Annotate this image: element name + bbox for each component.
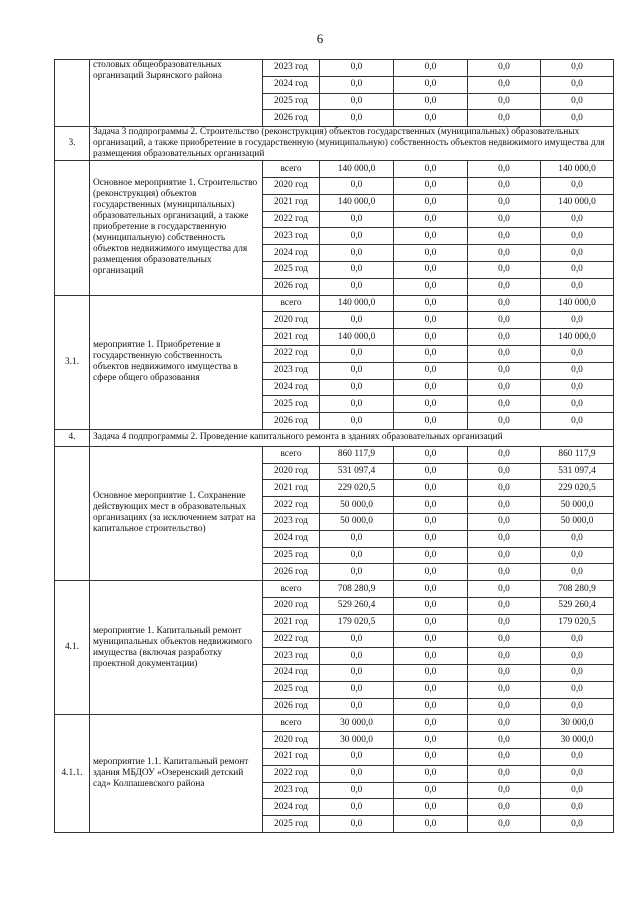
period-cell: 2024 год <box>263 530 320 547</box>
period-cell: 2026 год <box>263 698 320 715</box>
amount-cell: 50 000,0 <box>541 497 614 514</box>
amount-cell: 0,0 <box>394 261 468 278</box>
amount-cell: 0,0 <box>394 480 468 497</box>
amount-cell: 0,0 <box>320 648 394 665</box>
amount-cell: 0,0 <box>468 765 541 782</box>
period-cell: 2025 год <box>263 261 320 278</box>
amount-cell: 0,0 <box>541 665 614 682</box>
amount-cell: 0,0 <box>468 177 541 194</box>
row-number: 3.1. <box>55 295 90 429</box>
activity-description: мероприятие 1. Капитальный ремонт муниципальных объектов недвижимого имущества (включая разработку проектной документации) <box>90 581 263 715</box>
amount-cell: 0,0 <box>320 413 394 430</box>
amount-cell: 0,0 <box>320 177 394 194</box>
period-cell: 2023 год <box>263 228 320 245</box>
amount-cell: 0,0 <box>394 631 468 648</box>
amount-cell: 0,0 <box>320 278 394 295</box>
amount-cell: 140 000,0 <box>320 161 394 178</box>
amount-cell: 0,0 <box>468 396 541 413</box>
row-number <box>55 161 90 295</box>
amount-cell: 0,0 <box>394 362 468 379</box>
amount-cell: 0,0 <box>468 648 541 665</box>
amount-cell: 0,0 <box>468 295 541 312</box>
amount-cell: 0,0 <box>541 345 614 362</box>
amount-cell: 0,0 <box>541 564 614 581</box>
period-cell: 2020 год <box>263 177 320 194</box>
period-cell: 2024 год <box>263 245 320 262</box>
amount-cell: 0,0 <box>541 648 614 665</box>
amount-cell: 0,0 <box>468 732 541 749</box>
amount-cell: 0,0 <box>541 681 614 698</box>
amount-cell: 0,0 <box>541 547 614 564</box>
amount-cell: 0,0 <box>394 446 468 463</box>
period-cell: 2025 год <box>263 396 320 413</box>
row-number: 4. <box>55 429 90 446</box>
amount-cell: 0,0 <box>394 665 468 682</box>
amount-cell: 0,0 <box>541 782 614 799</box>
task-title: Задача 3 подпрограммы 2. Строительство (реконструкция) объектов государственных (муниципальных) образовательных организаций, а также приобретение в государственную (муниципальную) собственность объектов недвижимого имущества для размещения образовательных организаций <box>90 127 614 161</box>
budget-table-body <box>55 60 614 833</box>
amount-cell: 0,0 <box>468 614 541 631</box>
amount-cell: 140 000,0 <box>541 161 614 178</box>
amount-cell: 0,0 <box>320 698 394 715</box>
amount-cell: 0,0 <box>468 513 541 530</box>
period-cell: 2020 год <box>263 732 320 749</box>
table-row <box>55 295 614 312</box>
amount-cell: 0,0 <box>468 194 541 211</box>
amount-cell: 50 000,0 <box>541 513 614 530</box>
amount-cell: 0,0 <box>320 564 394 581</box>
period-cell: 2023 год <box>263 362 320 379</box>
amount-cell: 0,0 <box>394 278 468 295</box>
amount-cell: 0,0 <box>541 93 614 110</box>
period-cell: 2026 год <box>263 564 320 581</box>
amount-cell: 0,0 <box>541 530 614 547</box>
period-cell: 2025 год <box>263 681 320 698</box>
period-cell: 2022 год <box>263 631 320 648</box>
amount-cell: 140 000,0 <box>320 329 394 346</box>
amount-cell: 0,0 <box>468 698 541 715</box>
amount-cell: 0,0 <box>394 681 468 698</box>
period-cell: 2024 год <box>263 799 320 816</box>
amount-cell: 0,0 <box>468 581 541 598</box>
amount-cell: 50 000,0 <box>320 497 394 514</box>
amount-cell: 0,0 <box>394 497 468 514</box>
amount-cell: 30 000,0 <box>541 715 614 732</box>
table-row <box>55 715 614 732</box>
period-cell: 2026 год <box>263 278 320 295</box>
amount-cell: 531 097,4 <box>541 463 614 480</box>
period-cell: 2020 год <box>263 597 320 614</box>
amount-cell: 531 097,4 <box>320 463 394 480</box>
amount-cell: 0,0 <box>468 631 541 648</box>
amount-cell: 0,0 <box>541 261 614 278</box>
amount-cell: 229 020,5 <box>541 480 614 497</box>
amount-cell: 140 000,0 <box>541 295 614 312</box>
amount-cell: 0,0 <box>468 564 541 581</box>
amount-cell: 0,0 <box>394 413 468 430</box>
amount-cell: 0,0 <box>541 312 614 329</box>
amount-cell: 0,0 <box>541 228 614 245</box>
amount-cell: 0,0 <box>394 379 468 396</box>
amount-cell: 0,0 <box>394 698 468 715</box>
amount-cell: 0,0 <box>394 732 468 749</box>
amount-cell: 0,0 <box>394 396 468 413</box>
amount-cell: 0,0 <box>394 530 468 547</box>
amount-cell: 529 260,4 <box>320 597 394 614</box>
amount-cell: 0,0 <box>468 379 541 396</box>
period-cell: 2023 год <box>263 648 320 665</box>
amount-cell: 0,0 <box>541 765 614 782</box>
amount-cell: 529 260,4 <box>541 597 614 614</box>
task-row <box>55 127 614 161</box>
amount-cell: 860 117,9 <box>541 446 614 463</box>
amount-cell: 0,0 <box>320 245 394 262</box>
amount-cell: 0,0 <box>541 110 614 127</box>
amount-cell: 140 000,0 <box>541 194 614 211</box>
period-cell: 2022 год <box>263 345 320 362</box>
amount-cell: 0,0 <box>468 245 541 262</box>
amount-cell: 0,0 <box>541 245 614 262</box>
amount-cell: 0,0 <box>468 413 541 430</box>
amount-cell: 0,0 <box>320 816 394 833</box>
period-cell: 2023 год <box>263 782 320 799</box>
period-cell: 2021 год <box>263 480 320 497</box>
amount-cell: 229 020,5 <box>320 480 394 497</box>
table-row <box>55 161 614 178</box>
amount-cell: 0,0 <box>320 749 394 766</box>
amount-cell: 0,0 <box>394 547 468 564</box>
amount-cell: 0,0 <box>394 614 468 631</box>
amount-cell: 140 000,0 <box>320 194 394 211</box>
amount-cell: 0,0 <box>468 60 541 77</box>
activity-description: мероприятие 1. Приобретение в государственную собственность объектов недвижимого имущества в сфере общего образования <box>90 295 263 429</box>
period-cell: 2024 год <box>263 76 320 93</box>
amount-cell: 0,0 <box>541 60 614 77</box>
amount-cell: 0,0 <box>394 345 468 362</box>
amount-cell: 0,0 <box>394 60 468 77</box>
amount-cell: 0,0 <box>468 329 541 346</box>
amount-cell: 0,0 <box>320 665 394 682</box>
amount-cell: 0,0 <box>320 261 394 278</box>
amount-cell: 0,0 <box>394 228 468 245</box>
amount-cell: 0,0 <box>468 463 541 480</box>
row-number <box>55 60 90 127</box>
amount-cell: 0,0 <box>394 161 468 178</box>
period-cell: 2021 год <box>263 749 320 766</box>
period-cell: всего <box>263 715 320 732</box>
amount-cell: 0,0 <box>468 93 541 110</box>
amount-cell: 0,0 <box>468 782 541 799</box>
amount-cell: 0,0 <box>320 76 394 93</box>
amount-cell: 30 000,0 <box>320 732 394 749</box>
period-cell: 2020 год <box>263 463 320 480</box>
amount-cell: 0,0 <box>394 648 468 665</box>
amount-cell: 0,0 <box>394 513 468 530</box>
amount-cell: 0,0 <box>468 665 541 682</box>
period-cell: 2026 год <box>263 413 320 430</box>
period-cell: 2021 год <box>263 614 320 631</box>
amount-cell: 0,0 <box>468 547 541 564</box>
activity-description: мероприятие 1.1. Капитальный ремонт здания МБДОУ «Озеренский детский сад» Колпашевского района <box>90 715 263 833</box>
activity-description: столовых общеобразовательных организаций Зырянского района <box>90 60 263 127</box>
amount-cell: 0,0 <box>541 278 614 295</box>
row-number: 4.1.1. <box>55 715 90 833</box>
amount-cell: 0,0 <box>394 816 468 833</box>
period-cell: 2022 год <box>263 497 320 514</box>
amount-cell: 0,0 <box>541 631 614 648</box>
amount-cell: 0,0 <box>468 312 541 329</box>
amount-cell: 0,0 <box>394 177 468 194</box>
amount-cell: 0,0 <box>394 93 468 110</box>
amount-cell: 0,0 <box>394 564 468 581</box>
period-cell: 2021 год <box>263 194 320 211</box>
amount-cell: 0,0 <box>394 295 468 312</box>
period-cell: 2021 год <box>263 329 320 346</box>
amount-cell: 0,0 <box>541 698 614 715</box>
amount-cell: 0,0 <box>468 681 541 698</box>
period-cell: 2024 год <box>263 665 320 682</box>
amount-cell: 140 000,0 <box>320 295 394 312</box>
amount-cell: 0,0 <box>394 765 468 782</box>
page-number: 6 <box>316 31 324 46</box>
amount-cell: 0,0 <box>541 413 614 430</box>
amount-cell: 140 000,0 <box>541 329 614 346</box>
amount-cell: 50 000,0 <box>320 513 394 530</box>
period-cell: 2025 год <box>263 547 320 564</box>
amount-cell: 0,0 <box>394 463 468 480</box>
amount-cell: 0,0 <box>320 799 394 816</box>
period-cell: всего <box>263 161 320 178</box>
amount-cell: 0,0 <box>320 765 394 782</box>
amount-cell: 0,0 <box>320 782 394 799</box>
amount-cell: 708 280,9 <box>541 581 614 598</box>
amount-cell: 0,0 <box>541 749 614 766</box>
amount-cell: 0,0 <box>541 816 614 833</box>
amount-cell: 179 020,5 <box>541 614 614 631</box>
period-cell: 2024 год <box>263 379 320 396</box>
period-cell: всего <box>263 295 320 312</box>
amount-cell: 0,0 <box>468 345 541 362</box>
period-cell: 2022 год <box>263 211 320 228</box>
amount-cell: 0,0 <box>468 530 541 547</box>
amount-cell: 30 000,0 <box>320 715 394 732</box>
amount-cell: 0,0 <box>320 530 394 547</box>
amount-cell: 0,0 <box>468 715 541 732</box>
row-number: 3. <box>55 127 90 161</box>
amount-cell: 0,0 <box>394 782 468 799</box>
amount-cell: 0,0 <box>394 581 468 598</box>
amount-cell: 0,0 <box>541 379 614 396</box>
amount-cell: 0,0 <box>320 228 394 245</box>
amount-cell: 0,0 <box>394 312 468 329</box>
table-row <box>55 60 614 77</box>
amount-cell: 0,0 <box>394 799 468 816</box>
period-cell: 2022 год <box>263 765 320 782</box>
period-cell: всего <box>263 581 320 598</box>
activity-description: Основное мероприятие 1. Сохранение действующих мест в образовательных организациях (за исключением затрат на капитальное строительство) <box>90 446 263 580</box>
amount-cell: 0,0 <box>320 110 394 127</box>
amount-cell: 0,0 <box>468 497 541 514</box>
amount-cell: 0,0 <box>541 362 614 379</box>
amount-cell: 0,0 <box>468 211 541 228</box>
amount-cell: 0,0 <box>320 631 394 648</box>
amount-cell: 0,0 <box>320 547 394 564</box>
amount-cell: 30 000,0 <box>541 732 614 749</box>
period-cell: 2025 год <box>263 816 320 833</box>
amount-cell: 0,0 <box>468 816 541 833</box>
amount-cell: 0,0 <box>394 110 468 127</box>
amount-cell: 0,0 <box>468 446 541 463</box>
amount-cell: 0,0 <box>468 161 541 178</box>
row-number: 4.1. <box>55 581 90 715</box>
amount-cell: 0,0 <box>394 211 468 228</box>
amount-cell: 0,0 <box>320 60 394 77</box>
amount-cell: 0,0 <box>320 312 394 329</box>
amount-cell: 0,0 <box>320 345 394 362</box>
amount-cell: 0,0 <box>394 76 468 93</box>
amount-cell: 0,0 <box>320 93 394 110</box>
amount-cell: 0,0 <box>320 362 394 379</box>
amount-cell: 0,0 <box>468 261 541 278</box>
period-cell: 2023 год <box>263 60 320 77</box>
amount-cell: 0,0 <box>468 799 541 816</box>
budget-table <box>54 59 614 833</box>
amount-cell: 0,0 <box>468 76 541 93</box>
amount-cell: 0,0 <box>468 480 541 497</box>
amount-cell: 179 020,5 <box>320 614 394 631</box>
amount-cell: 0,0 <box>394 749 468 766</box>
amount-cell: 0,0 <box>394 329 468 346</box>
amount-cell: 0,0 <box>468 749 541 766</box>
amount-cell: 0,0 <box>541 76 614 93</box>
amount-cell: 0,0 <box>394 715 468 732</box>
amount-cell: 0,0 <box>320 681 394 698</box>
period-cell: 2023 год <box>263 513 320 530</box>
task-row <box>55 429 614 446</box>
amount-cell: 0,0 <box>394 245 468 262</box>
amount-cell: 708 280,9 <box>320 581 394 598</box>
amount-cell: 0,0 <box>394 597 468 614</box>
amount-cell: 0,0 <box>320 211 394 228</box>
period-cell: всего <box>263 446 320 463</box>
amount-cell: 860 117,9 <box>320 446 394 463</box>
table-row <box>55 446 614 463</box>
amount-cell: 0,0 <box>541 177 614 194</box>
task-title: Задача 4 подпрограммы 2. Проведение капитального ремонта в зданиях образовательных организаций <box>90 429 614 446</box>
period-cell: 2025 год <box>263 93 320 110</box>
period-cell: 2026 год <box>263 110 320 127</box>
amount-cell: 0,0 <box>468 278 541 295</box>
amount-cell: 0,0 <box>468 597 541 614</box>
activity-description: Основное мероприятие 1. Строительство (реконструкция) объектов государственных (муниципальных) образовательных организаций, а также приобретение в государственную (муниципальную) собственность объектов недвижимого имущества для размещения образовательных организаций <box>90 161 263 295</box>
amount-cell: 0,0 <box>468 110 541 127</box>
amount-cell: 0,0 <box>468 228 541 245</box>
amount-cell: 0,0 <box>320 379 394 396</box>
row-number <box>55 446 90 580</box>
amount-cell: 0,0 <box>468 362 541 379</box>
period-cell: 2020 год <box>263 312 320 329</box>
amount-cell: 0,0 <box>541 396 614 413</box>
amount-cell: 0,0 <box>541 799 614 816</box>
amount-cell: 0,0 <box>541 211 614 228</box>
table-row <box>55 581 614 598</box>
amount-cell: 0,0 <box>320 396 394 413</box>
amount-cell: 0,0 <box>394 194 468 211</box>
